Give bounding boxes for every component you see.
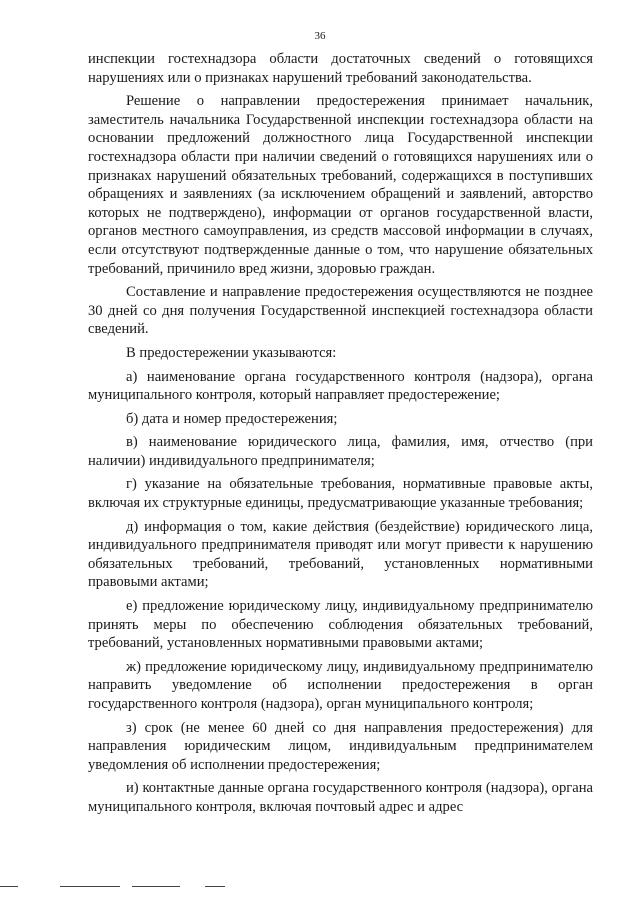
scan-line	[0, 886, 18, 887]
paragraph-deadline: Составление и направление предостережения осуществляются не позднее 30 дней со дня получения Государственной инспекцией гостехнадзора области сведений.	[88, 284, 593, 338]
list-item-d: д) информация о том, какие действия (бездействие) юридического лица, индивидуального предпринимателя приводят или могут привести к нарушению обязательных требований, требований, установленных нормативными правовыми актами;	[88, 518, 593, 591]
list-item-zh: ж) предложение юридическому лицу, индивидуальному предпринимателю направить уведомление об исполнении предостережения в орган государственного контроля (надзора), орган муниципального контроля;	[88, 658, 593, 712]
list-item-a: а) наименование органа государственного контроля (надзора), органа муниципального контроля, который направляет предостережение;	[88, 368, 593, 404]
document-body	[88, 50, 593, 817]
list-item-b: б) дата и номер предостережения;	[126, 410, 338, 427]
paragraph-decision: Решение о направлении предостережения принимает начальник, заместитель начальника Государственной инспекции гостехнадзора области на основании предложений должностного лица Государственной инспекции гостехнадзора области при наличии сведений о готовящихся нарушениях или о признаках нарушений обязательных требований, содержащихся в поступивших обращениях и заявлениях (за исключением обращений и заявлений, авторство которых не подтверждено), информации от органов государственной власти, органов местного самоуправления, из средств массовой информации в случаях, если отсутствуют подтвержденные данные о том, что нарушение обязательных требований, причинило вред жизни, здоровью граждан.	[88, 93, 593, 277]
scan-artifact-lines	[0, 886, 640, 890]
list-item-e: е) предложение юридическому лицу, индивидуальному предпринимателю принять меры по обеспечению соблюдения обязательных требований, требований, установленных нормативными правовыми актами;	[88, 598, 593, 652]
scan-line	[205, 886, 225, 887]
list-item-i: и) контактные данные органа государственного контроля (надзора), органа муниципального контроля, включая почтовый адрес и адрес	[88, 780, 593, 815]
list-item-z: з) срок (не менее 60 дней со дня направления предостережения) для направления юридическим лицом, индивидуальным предпринимателем уведомления об исполнении предостережения;	[88, 719, 593, 773]
list-item-g: г) указание на обязательные требования, нормативные правовые акты, включая их структурные единицы, предусматривающие указанные требования;	[88, 476, 593, 512]
paragraph-contents-intro: В предостережении указываются:	[126, 344, 337, 361]
scan-line	[132, 886, 180, 887]
paragraph-continuation: инспекции гостехнадзора области достаточных сведений о готовящихся нарушениях или о признаках нарушений требований законодательства.	[88, 51, 593, 86]
scan-line	[60, 886, 120, 887]
list-item-v: в) наименование юридического лица, фамилия, имя, отчество (при наличии) индивидуального предпринимателя;	[88, 434, 593, 469]
page-number: 36	[314, 30, 326, 42]
